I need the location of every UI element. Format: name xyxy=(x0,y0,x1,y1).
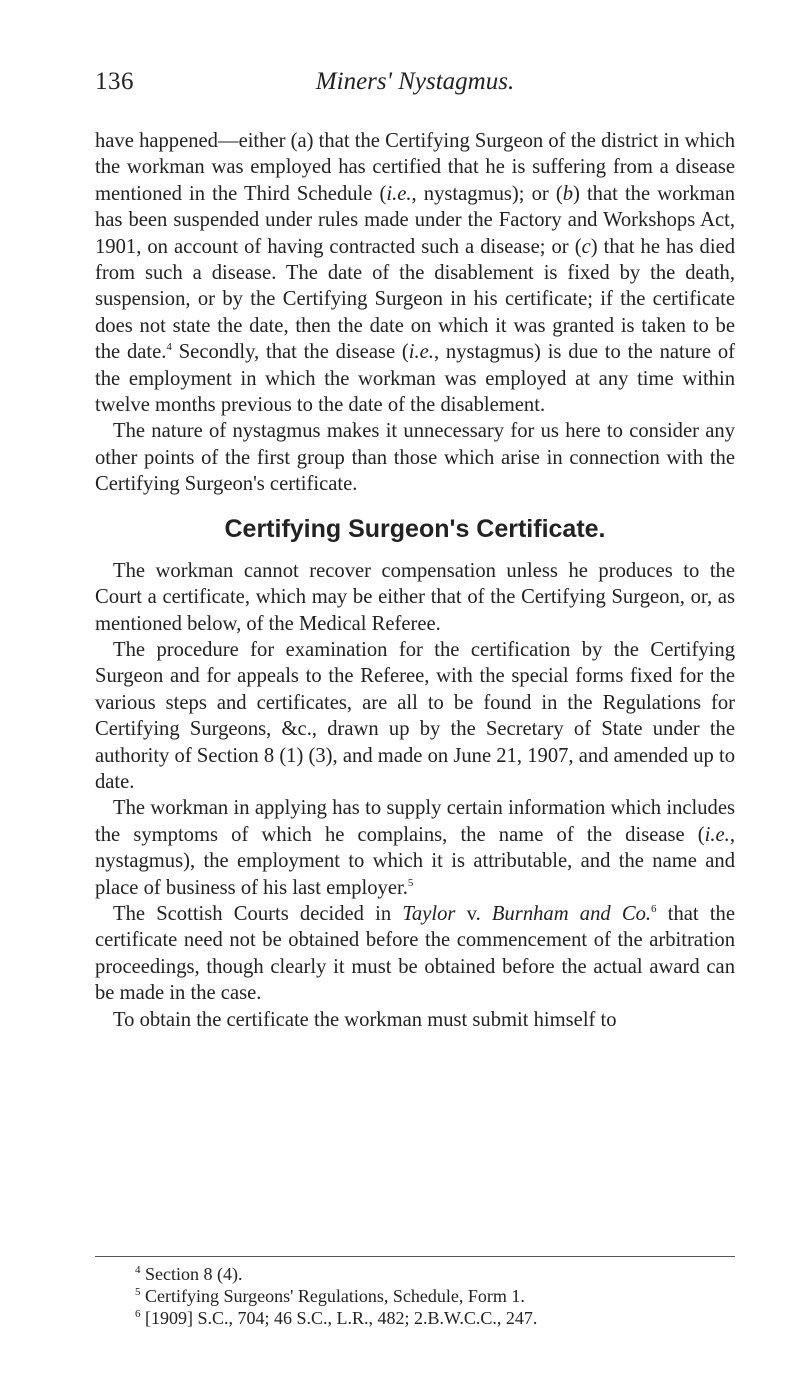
paragraph-4: The procedure for examination for the certification by the Certifying Surgeon and for appeals to the Referee, with the special forms fixed for the various steps and certificates, are all to be found in the Regulations for Certifying Surgeons, &c., drawn up by the Secretary of State under the authority of Section 8 (1) (3), and made on June 21, 1907, and amended up to date. xyxy=(95,638,735,793)
paragraph-5: The workman in applying has to supply certain information which includes the symptoms of which he complains, the name of the disease (i.e., nystagmus), the employment to which it is attributable, and the name and place of business of his last employer.$^5$ xyxy=(95,797,735,899)
footnote: $^4$ Section 8 (4). xyxy=(135,1264,243,1284)
running-title: Miners' Nystagmus. xyxy=(315,68,515,95)
page-number: 136 xyxy=(95,68,134,95)
body-text xyxy=(95,128,735,1033)
section-heading: Certifying Surgeon's Certificate. xyxy=(224,514,606,543)
paragraph-2: The nature of nystagmus makes it unnecessary for us here to consider any other points of the first group than those which arise in connection with the Certifying Surgeon's certificate. xyxy=(95,420,735,496)
case-name: Taylor xyxy=(402,902,456,925)
footnote-ref-4: 4 xyxy=(166,341,172,354)
footnote: $^5$ Certifying Surgeons' Regulations, Schedule, Form 1. xyxy=(135,1286,525,1306)
case-name-2: Burnham and Co. xyxy=(491,902,652,925)
paragraph-6: The Scottish Courts decided in Taylor v. Burnham and Co.$^6$ that the certificate need not be obtained before the commencement of the arbitration proceedings, though clearly it must be obtained before the actual award can be made in the case. xyxy=(95,902,735,1005)
paragraph-1: have happened—either (a) that the Certifying Surgeon of the district in which the workman was employed has certified that he is suffering from a disease mentioned in the Third Schedule (i.e., nystagmus); or (b) that the workman has been suspended under rules made under the Factory and Workshops Act, 1901, on account of having contracted such a disease; or (c) that he has died from such a disease. The date of the disablement is fixed by the death, suspension, or by the Certifying Surgeon in his certificate; if the certificate does not state the date, then the date on which it was granted is taken to be the date.$^4$ Secondly, that the disease (i.e., nystagmus) is due to the nature of the employment in which the workman was employed at any time within twelve months previous to the date of the disablement. xyxy=(95,130,736,417)
paragraph-3: The workman cannot recover compensation unless he produces to the Court a certificate, which may be either that of the Certifying Surgeon, or, as mentioned below, of the Medical Referee. xyxy=(95,559,735,635)
footnote-ref-5: 5 xyxy=(407,876,414,889)
paragraph-7: To obtain the certificate the workman must submit himself to xyxy=(113,1008,617,1031)
footnotes xyxy=(95,1256,735,1329)
footnote-ref-6: 6 xyxy=(651,903,657,916)
page-header xyxy=(95,68,735,108)
footnote: $^6$ [1909] S.C., 704; 46 S.C., L.R., 482; 2.B.W.C.C., 247. xyxy=(135,1308,538,1328)
